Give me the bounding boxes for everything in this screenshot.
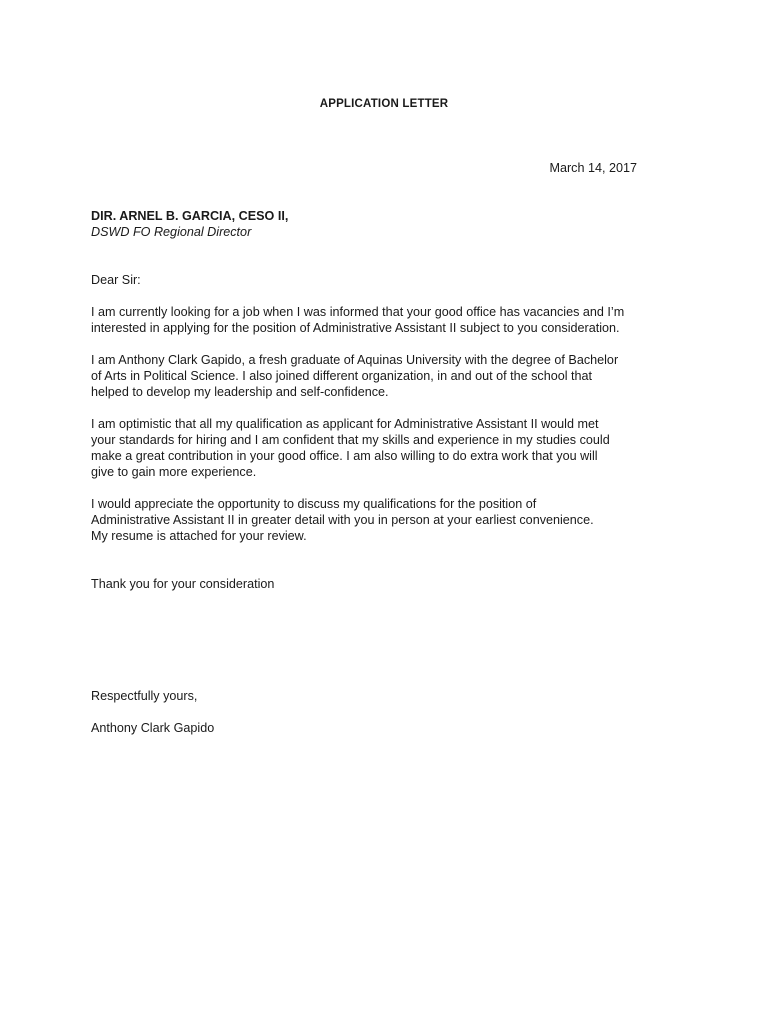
paragraph-line: I am optimistic that all my qualification as applicant for Administrative Assistant II would met (91, 417, 599, 431)
paragraph-line: Administrative Assistant II in greater detail with you in person at your earliest convenience. (91, 513, 594, 527)
recipient-name: DIR. ARNEL B. GARCIA, CESO II, (91, 209, 289, 223)
paragraph-intro (91, 304, 691, 336)
paragraph-request (91, 496, 691, 544)
paragraph-line: give to gain more experience. (91, 465, 257, 479)
paragraph-line: interested in applying for the position of Administrative Assistant II subject to you consideration. (91, 321, 620, 335)
paragraph-line: your standards for hiring and I am confident that my skills and experience in my studies could (91, 433, 610, 447)
closing-line: Respectfully yours, (91, 689, 198, 703)
paragraph-line: I would appreciate the opportunity to discuss my qualifications for the position of (91, 497, 537, 511)
recipient-title: DSWD FO Regional Director (91, 225, 252, 239)
paragraph-line: I am Anthony Clark Gapido, a fresh graduate of Aquinas University with the degree of Bachelor (91, 353, 619, 367)
paragraph-line: My resume is attached for your review. (91, 529, 307, 543)
paragraph-qualifications (91, 416, 691, 480)
paragraph-line: of Arts in Political Science. I also joined different organization, in and out of the school that (91, 369, 593, 383)
letter-date: March 14, 2017 (549, 161, 637, 175)
letter-title: APPLICATION LETTER (319, 98, 449, 110)
signature-name: Anthony Clark Gapido (91, 721, 215, 735)
thanks-line: Thank you for your consideration (91, 577, 275, 591)
paragraph-line: make a great contribution in your good office. I am also willing to do extra work that you will (91, 449, 598, 463)
paragraph-line: helped to develop my leadership and self-confidence. (91, 385, 389, 399)
paragraph-background (91, 352, 691, 400)
paragraph-line: I am currently looking for a job when I was informed that your good office has vacancies and I’m (91, 305, 625, 319)
salutation: Dear Sir: (91, 273, 141, 287)
